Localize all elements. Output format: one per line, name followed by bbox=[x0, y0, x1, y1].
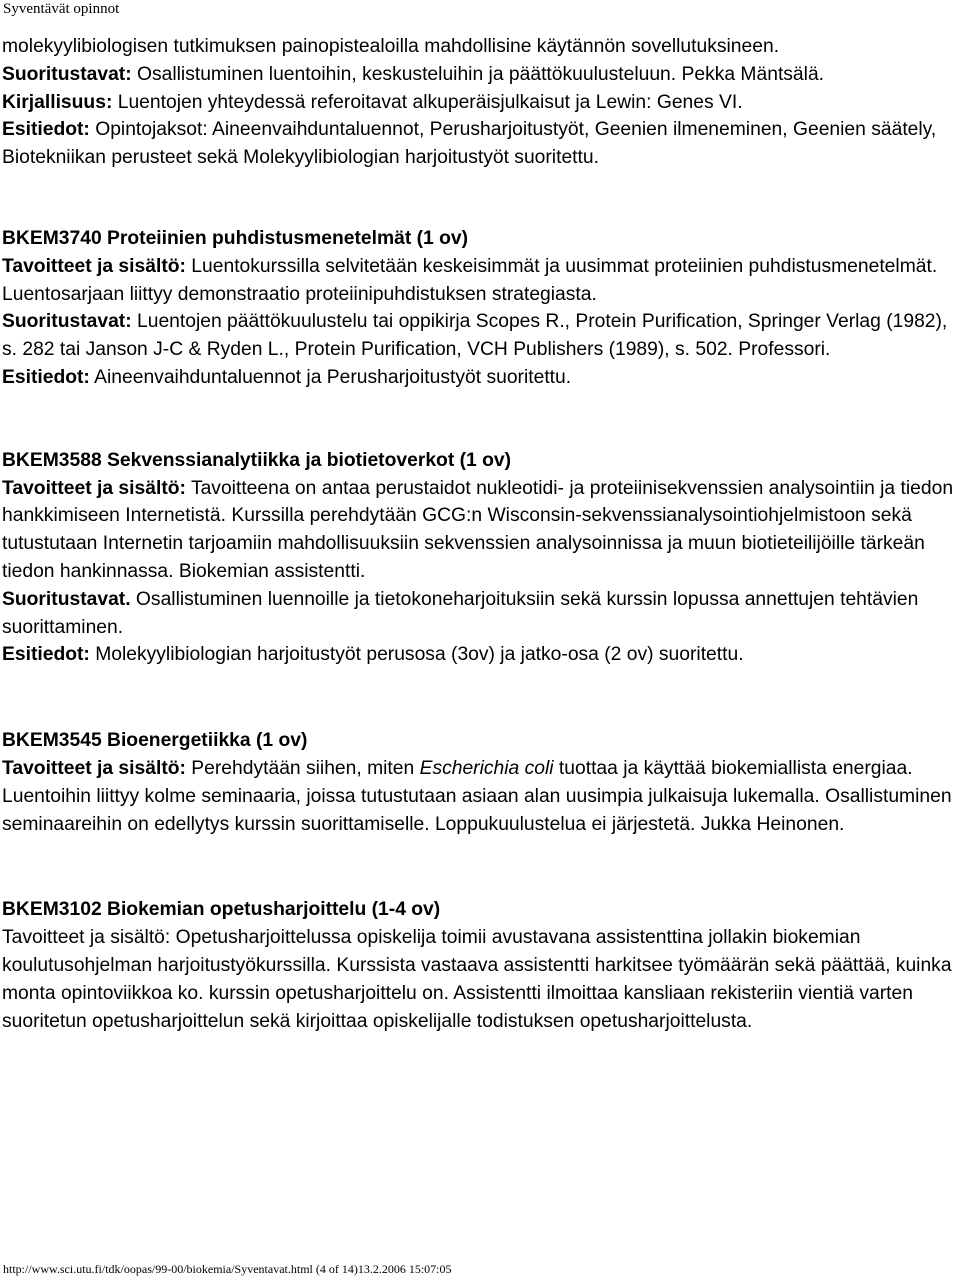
tavoitteet-text-end: tuottaa ja käyttää biokemiallista energiaa. Luentoihin liittyy kolme seminaaria, joissa tutustutaan asiaan alan uusimpia julkaisuja lukemalla. Osallistuminen seminaareihin on edellytys kurssin suorittamiselle. Loppukuulustelua ei järjestetä. Jukka Heinonen. bbox=[2, 757, 952, 835]
course-suoritustavat bbox=[2, 308, 958, 364]
suoritustavat-text: Osallistuminen luennoille ja tietokoneharjoituksiin sekä kurssin lopussa annettujen tehtävien suorittaminen. bbox=[2, 588, 919, 638]
source-url-footer: http://www.sci.utu.fi/tdk/oopas/99-00/biokemia/Syventavat.html (4 of 14)13.2.2006 15:07:05 bbox=[3, 1262, 452, 1276]
suoritustavat-text: Osallistuminen luentoihin, keskusteluihin ja päättökuulusteluun. Pekka Mäntsälä. bbox=[131, 63, 825, 85]
kirjallisuus-text: Luentojen yhteydessä referoitavat alkuperäisjulkaisut ja Lewin: Genes VI. bbox=[112, 91, 743, 113]
suoritustavat-text: Luentojen päättökuulustelu tai oppikirja Scopes R., Protein Purification, Springer Verlag (1982), s. 282 tai Janson J-C & Ryden L., Protein Purification, VCH Publishers (1989), s. 502. Professori. bbox=[2, 311, 948, 361]
course-bkem3545 bbox=[2, 727, 958, 838]
intro-esitiedot bbox=[2, 116, 958, 172]
tavoitteet-label: Tavoitteet ja sisältö: bbox=[2, 255, 186, 277]
course-bkem3102 bbox=[2, 896, 958, 1035]
organism-name: Escherichia coli bbox=[419, 757, 554, 779]
course-tavoitteet bbox=[2, 755, 958, 838]
suoritustavat-label: Suoritustavat: bbox=[2, 311, 132, 333]
intro-kirjallisuus bbox=[2, 89, 958, 117]
tavoitteet-text-start: Perehdytään siihen, miten bbox=[185, 757, 420, 779]
esitiedot-text: Molekyylibiologian harjoitustyöt perusosa (3ov) ja jatko-osa (2 ov) suoritettu. bbox=[89, 644, 744, 666]
intro-line: molekyylibiologisen tutkimuksen painopistealoilla mahdollisine käytännön sovellutuksineen. bbox=[2, 36, 780, 57]
course-esitiedot bbox=[2, 364, 958, 392]
course-bkem3740 bbox=[2, 225, 958, 392]
course-title: BKEM3545 Bioenergetiikka (1 ov) bbox=[2, 730, 308, 752]
course-title: BKEM3102 Biokemian opetusharjoittelu (1-4 ov) bbox=[2, 899, 441, 921]
course-title: BKEM3588 Sekvenssianalytiikka ja biotietoverkot (1 ov) bbox=[2, 449, 512, 471]
tavoitteet-text: Luentokurssilla selvitetään keskeisimmät ja uusimmat proteiinien puhdistusmenetelmät. Luentosarjaan liittyy demonstraatio proteiinipuhdistuksen strategiasta. bbox=[2, 255, 938, 305]
course-suoritustavat bbox=[2, 586, 958, 642]
esitiedot-label: Esitiedot: bbox=[2, 119, 90, 141]
course-tavoitteet bbox=[2, 475, 958, 586]
esitiedot-text: Aineenvaihduntaluennot ja Perusharjoitustyöt suoritettu. bbox=[89, 366, 572, 388]
document-body bbox=[2, 33, 958, 1035]
suoritustavat-label: Suoritustavat. bbox=[2, 588, 131, 610]
course-text: Tavoitteet ja sisältö: Opetusharjoittelussa opiskelija toimii avustavana assistenttina jollakin biokemian koulutusohjelman harjoitustyökurssilla. Kurssista vastaava assistentti harkitsee työmäärän sekä päättää, kuinka monta opintoviikkoa ko. kurssin opetusharjoittelu on. Assistentti ilmoittaa kansliaan rekisteriin vientiä varten suoritetun opetusharjoittelun sekä kirjoittaa opiskelijalle todistuksen opetusharjoittelusta. bbox=[2, 927, 952, 1032]
suoritustavat-label: Suoritustavat: bbox=[2, 63, 132, 85]
course-bkem3588 bbox=[2, 447, 958, 669]
course-esitiedot bbox=[2, 641, 958, 669]
running-title: Syventävät opinnot bbox=[3, 1, 120, 17]
kirjallisuus-label: Kirjallisuus: bbox=[2, 91, 113, 113]
esitiedot-label: Esitiedot: bbox=[2, 366, 90, 388]
tavoitteet-label: Tavoitteet ja sisältö: bbox=[2, 757, 186, 779]
course-title: BKEM3740 Proteiinien puhdistusmenetelmät (1 ov) bbox=[2, 227, 469, 249]
intro-section bbox=[2, 33, 958, 172]
tavoitteet-text: Tavoitteena on antaa perustaidot nukleotidi- ja proteiinisekvenssien analysointiin ja tiedon hankkimiseen Internetistä. Kurssilla perehdytään GCG:n Wisconsin-sekvenssianalysointiohjelmistoon sekä tutustutaan Internetin tarjoamiin mahdollisuuksiin sekvenssien analysoinnissa ja muun biotieteilijöille tärkeän tiedon hankinnassa. Biokemian assistentti. bbox=[2, 477, 954, 582]
tavoitteet-label: Tavoitteet ja sisältö: bbox=[2, 477, 186, 499]
intro-suoritustavat bbox=[2, 61, 958, 89]
course-tavoitteet bbox=[2, 253, 958, 309]
esitiedot-label: Esitiedot: bbox=[2, 644, 90, 666]
esitiedot-text: Opintojaksot: Aineenvaihduntaluennot, Perusharjoitustyöt, Geenien ilmeneminen, Geenien säätely, Biotekniikan perusteet sekä Molekyylibiologian harjoitustyöt suoritettu. bbox=[2, 119, 937, 169]
